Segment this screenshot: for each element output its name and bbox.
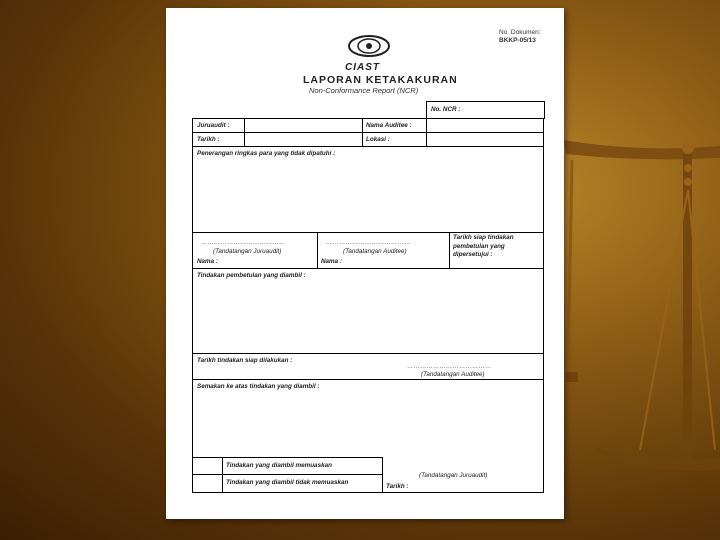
form-subtitle: Non-Conformance Report (NCR) <box>309 86 419 95</box>
ncr-number-label: No. NCR : <box>431 106 461 113</box>
row-divider <box>193 268 543 269</box>
tarikh-bottom-label: Tarikh : <box>386 483 409 490</box>
tidak-memuaskan-option: Tindakan yang diambil tidak memuaskan <box>226 479 349 486</box>
penerangan-label: Penerangan ringkas para yang tidak dipatuhi : <box>197 150 336 157</box>
tandatangan-auditee-label: (Tandatangan Auditee) <box>343 248 407 255</box>
ciast-logo <box>346 33 392 59</box>
tandatangan-juruaudit-label: (Tandatangan Juruaudit) <box>213 248 282 255</box>
juruaudit-label: Juruaudit : <box>197 122 230 129</box>
semakan-label: Semakan ke atas tindakan yang diambil : <box>197 383 320 390</box>
col-divider <box>222 457 223 493</box>
memuaskan-option: Tindakan yang diambil memuaskan <box>226 462 332 469</box>
col-divider <box>317 232 318 268</box>
tarikh-siap-label: Tarikh siap tindakan pembetulan yang dipersetujui : <box>453 234 514 258</box>
nama-juruaudit-label: Nama : <box>197 258 218 265</box>
ncr-document <box>166 8 564 519</box>
tandatangan-juruaudit-label-2: (Tandatangan Juruaudit) <box>419 472 488 479</box>
row-divider <box>193 379 543 380</box>
col-divider <box>382 457 383 493</box>
document-number: No. Dokumen: BKKP-05/13 <box>499 29 541 44</box>
nama-auditee-sign-label: Nama : <box>321 258 342 265</box>
row-divider <box>193 353 543 354</box>
brand-name: CIAST <box>345 62 380 73</box>
nama-auditee-label: Nama Auditee : <box>366 122 412 129</box>
tarikh-label: Tarikh : <box>197 136 220 143</box>
form-title: LAPORAN KETAKAKURAN <box>303 74 458 86</box>
auditee-signature-line: ………………………………… <box>326 240 411 246</box>
lokasi-label: Lokasi : <box>366 136 390 143</box>
row-divider <box>193 232 543 233</box>
row-divider <box>193 132 543 133</box>
row-divider <box>193 146 543 147</box>
tindakan-pembetulan-label: Tindakan pembetulan yang diambil : <box>197 272 306 279</box>
ncr-number-box <box>426 101 545 119</box>
col-divider <box>449 232 450 268</box>
auditee-signature-line-2: ………………………………… <box>407 364 492 370</box>
tandatangan-auditee-label-2: (Tandatangan Auditee) <box>421 371 485 378</box>
col-divider <box>426 119 427 146</box>
col-divider <box>362 119 363 146</box>
juruaudit-signature-line: ………………………………… <box>201 240 286 246</box>
ncr-form-table <box>192 118 544 493</box>
tarikh-tindakan-label: Tarikh tindakan siap dilakukan : <box>197 357 293 364</box>
col-divider <box>244 119 245 146</box>
